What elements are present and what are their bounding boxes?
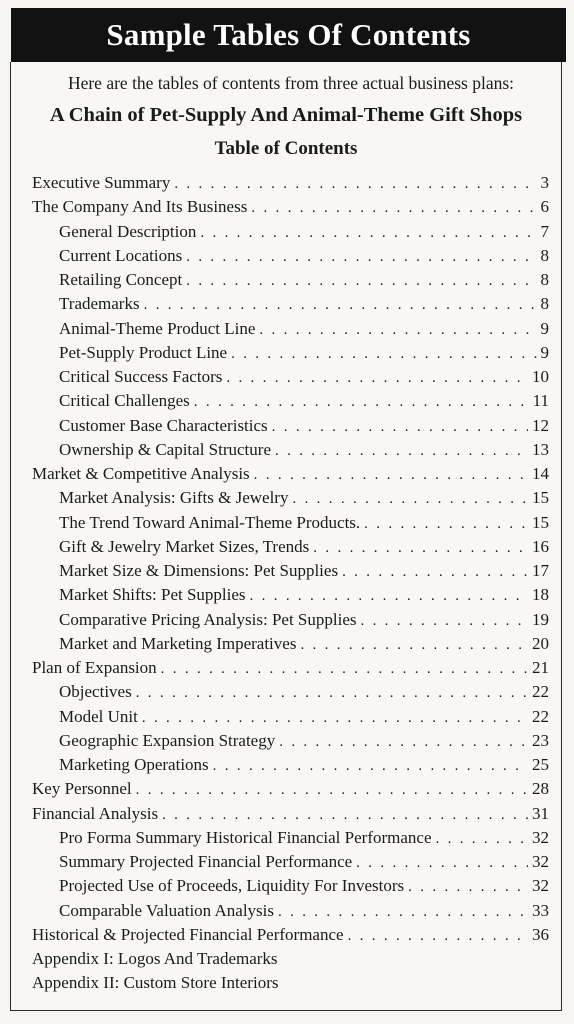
toc-entry-page: 16 xyxy=(532,536,549,556)
toc-entry-label: Market Size & Dimensions: Pet Supplies xyxy=(59,561,339,580)
toc-entry xyxy=(11,680,561,704)
contents-box xyxy=(10,62,562,1011)
toc-entry-label: The Company And Its Business xyxy=(32,197,248,217)
toc-entry-page: 8 xyxy=(540,245,549,265)
toc-entry-page: 10 xyxy=(532,367,549,386)
dot-leader xyxy=(251,196,536,220)
dot-leader xyxy=(186,269,536,293)
toc-entry-page: 13 xyxy=(532,439,549,459)
dot-leader xyxy=(142,706,528,730)
toc-entry xyxy=(11,292,561,316)
toc-entry-page: 23 xyxy=(532,730,549,750)
toc-entry-label: Geographic Expansion Strategy xyxy=(59,730,276,750)
toc-entry xyxy=(11,559,561,583)
toc-entry-label: Critical Success Factors xyxy=(59,367,223,386)
toc-entry-label: Market Shifts: Pet Supplies xyxy=(59,585,246,605)
toc-entry-label: Executive Summary xyxy=(32,173,171,192)
dot-leader xyxy=(161,657,528,681)
toc-heading: Table of Contents xyxy=(214,138,358,159)
toc-entry xyxy=(11,632,561,656)
toc-entry-page: 19 xyxy=(532,609,549,629)
dot-leader xyxy=(313,536,528,560)
toc-entry xyxy=(11,705,561,729)
toc-entry-label: Market and Marketing Imperatives xyxy=(59,633,297,653)
toc-entry xyxy=(11,729,561,753)
toc-entry xyxy=(11,341,561,365)
toc-entry-label: Trademarks xyxy=(59,294,140,314)
toc-entry-page: 32 xyxy=(532,876,549,896)
toc-entry-label: Financial Analysis xyxy=(32,803,159,823)
toc-entry-page: 8 xyxy=(540,294,549,314)
toc-entry-page: 25 xyxy=(532,755,549,774)
toc-entry-label: Plan of Expansion xyxy=(32,658,157,677)
toc-entry xyxy=(11,268,561,292)
toc-entry-label: Model Unit xyxy=(59,706,138,726)
dot-leader xyxy=(231,342,536,366)
dot-leader xyxy=(292,487,528,511)
dot-leader xyxy=(254,463,528,487)
document-page xyxy=(8,8,564,1014)
toc-entry-label: Marketing Operations xyxy=(59,755,209,774)
toc-entry-label: Projected Use of Proceeds, Liquidity For Investors xyxy=(59,876,405,896)
toc-entry xyxy=(11,656,561,680)
toc-entry-page: 17 xyxy=(532,561,549,580)
toc-entry-label: Customer Base Characteristics xyxy=(59,415,268,435)
dot-leader xyxy=(272,415,528,439)
toc-entry xyxy=(11,826,561,850)
toc-entry xyxy=(11,414,561,438)
dot-leader xyxy=(408,875,528,899)
dot-leader xyxy=(348,924,528,948)
toc-entry-page: 33 xyxy=(532,900,549,920)
toc-entry xyxy=(11,874,561,898)
toc-entry-label: Comparable Valuation Analysis xyxy=(59,900,274,920)
dot-leader xyxy=(356,851,528,875)
toc-entry-label: Current Locations xyxy=(59,245,183,265)
toc-entry-page: 12 xyxy=(532,415,549,435)
title-banner xyxy=(11,8,566,62)
toc-entry-page: 21 xyxy=(532,658,549,677)
toc-entry xyxy=(11,899,561,923)
toc-entry-label: Market & Competitive Analysis xyxy=(32,464,250,483)
toc-entry-page: 15 xyxy=(532,512,549,532)
dot-leader xyxy=(360,609,528,633)
toc-entry xyxy=(11,438,561,462)
dot-leader xyxy=(279,730,528,754)
toc-entry xyxy=(11,753,561,777)
toc-entry-page: 32 xyxy=(532,827,549,847)
toc-entry-label: Pro Forma Summary Historical Financial Performance xyxy=(59,827,432,847)
dot-leader xyxy=(436,827,529,851)
toc-entry xyxy=(11,850,561,874)
toc-entry xyxy=(11,365,561,389)
toc-entry-page: 15 xyxy=(532,488,549,508)
toc-entry-page: 31 xyxy=(532,803,549,823)
toc-entry xyxy=(11,923,561,947)
toc-entry-label: Summary Projected Financial Performance xyxy=(59,852,353,871)
toc-entry-label: Retailing Concept xyxy=(59,270,183,289)
toc-entry xyxy=(11,947,561,971)
toc-entry xyxy=(11,608,561,632)
dot-leader xyxy=(136,778,528,802)
dot-leader xyxy=(259,318,536,342)
toc-entry xyxy=(11,802,561,826)
toc-entry-label: Animal-Theme Product Line xyxy=(59,318,256,338)
toc-entry xyxy=(11,220,561,244)
dot-leader xyxy=(213,754,528,778)
toc-entry xyxy=(11,462,561,486)
plan-title: A Chain of Pet-Supply And Animal-Theme Gift Shops xyxy=(49,104,523,126)
toc-entry-label: Key Personnel xyxy=(32,779,132,799)
toc-entry xyxy=(11,244,561,268)
toc-entry xyxy=(11,971,561,995)
toc-entries xyxy=(11,171,561,996)
toc-entry-label: Historical & Projected Financial Performance xyxy=(32,924,344,944)
toc-entry-label: The Trend Toward Animal-Theme Products. xyxy=(59,512,361,532)
toc-entry-label: Objectives xyxy=(59,682,132,702)
dot-leader xyxy=(278,900,528,924)
dot-leader xyxy=(144,293,537,317)
toc-entry-label: Market Analysis: Gifts & Jewelry xyxy=(59,488,289,508)
toc-entry-page: 11 xyxy=(532,391,549,411)
toc-entry xyxy=(11,171,561,195)
dot-leader xyxy=(226,366,528,390)
dot-leader xyxy=(342,560,528,584)
toc-entry xyxy=(11,317,561,341)
toc-entry-label: Critical Challenges xyxy=(59,391,190,411)
toc-entry-page: 7 xyxy=(540,221,549,241)
toc-entry xyxy=(11,535,561,559)
dot-leader xyxy=(162,803,528,827)
toc-entry-page: 8 xyxy=(540,270,549,289)
dot-leader xyxy=(200,221,536,245)
toc-entry xyxy=(11,389,561,413)
toc-entry-page: 28 xyxy=(532,779,549,799)
toc-entry-label: Pet-Supply Product Line xyxy=(59,342,228,362)
toc-entry-label: Gift & Jewelry Market Sizes, Trends xyxy=(59,536,310,556)
dot-leader xyxy=(186,245,536,269)
toc-entry xyxy=(11,583,561,607)
toc-entry xyxy=(11,195,561,219)
toc-entry-label: Appendix II: Custom Store Interiors xyxy=(32,973,279,993)
toc-entry-page: 22 xyxy=(532,682,549,702)
toc-entry-label: Appendix I: Logos And Trademarks xyxy=(32,949,278,968)
toc-entry-page: 6 xyxy=(540,197,549,217)
toc-entry-page: 36 xyxy=(532,924,549,944)
toc-entry xyxy=(11,777,561,801)
toc-entry-page: 20 xyxy=(532,633,549,653)
toc-entry-label: Comparative Pricing Analysis: Pet Supplies xyxy=(59,609,357,629)
intro-text: Here are the tables of contents from three actual business plans: xyxy=(67,73,515,93)
banner-title: Sample Tables Of Contents xyxy=(106,17,471,52)
toc-entry xyxy=(11,511,561,535)
toc-entry xyxy=(11,486,561,510)
dot-leader xyxy=(275,439,528,463)
dot-leader xyxy=(174,172,536,196)
toc-entry-page: 9 xyxy=(540,318,549,338)
dot-leader xyxy=(250,584,528,608)
toc-entry-page: 32 xyxy=(532,852,549,871)
toc-entry-page: 18 xyxy=(532,585,549,605)
toc-entry-page: 9 xyxy=(540,342,549,362)
dot-leader xyxy=(194,390,529,414)
toc-entry-page: 3 xyxy=(540,173,549,192)
dot-leader xyxy=(364,512,528,536)
dot-leader xyxy=(300,633,528,657)
dot-leader xyxy=(136,681,528,705)
toc-entry-page: 14 xyxy=(532,464,549,483)
toc-entry-page: 22 xyxy=(532,706,549,726)
toc-entry-label: Ownership & Capital Structure xyxy=(59,439,271,459)
toc-entry-label: General Description xyxy=(59,221,197,241)
